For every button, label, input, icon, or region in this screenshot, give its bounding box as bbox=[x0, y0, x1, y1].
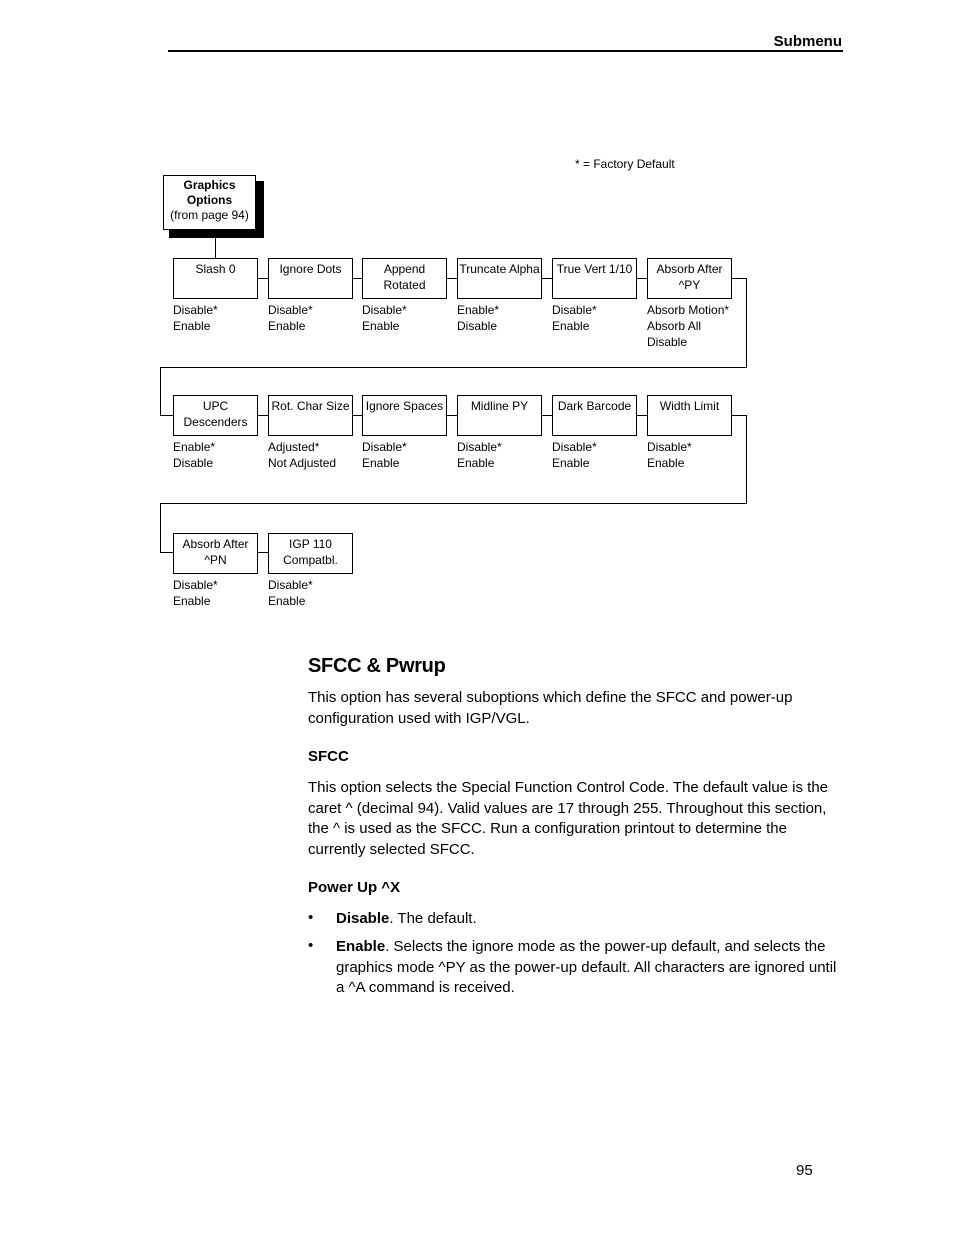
option-box bbox=[647, 258, 732, 299]
page-number: 95 bbox=[796, 1162, 813, 1179]
option-values bbox=[457, 439, 502, 471]
option-box bbox=[362, 258, 447, 299]
option-label: Append bbox=[383, 262, 426, 276]
option-label: Midline PY bbox=[470, 399, 529, 413]
option-value: Disable* bbox=[362, 440, 407, 454]
option-label: Compatbl. bbox=[283, 553, 338, 567]
option-value: Enable* bbox=[173, 440, 216, 454]
option-value: Enable bbox=[173, 594, 211, 608]
option-value: Disable* bbox=[552, 303, 597, 317]
option-values bbox=[552, 439, 597, 471]
header-title: Submenu bbox=[773, 33, 842, 50]
option-value: Absorb Motion* bbox=[647, 303, 730, 317]
option-value: Disable* bbox=[173, 303, 218, 317]
bullet-1-text: . The default. bbox=[389, 910, 477, 927]
option-value: Disable* bbox=[362, 303, 407, 317]
factory-default-legend: * = Factory Default bbox=[575, 157, 675, 171]
option-label: Dark Barcode bbox=[557, 399, 632, 413]
section-title: SFCC & Pwrup bbox=[308, 655, 446, 677]
option-values bbox=[362, 302, 407, 334]
bullet-1 bbox=[336, 909, 846, 930]
bullet-2-dot: • bbox=[308, 937, 314, 954]
powerup-heading: Power Up ^X bbox=[308, 879, 401, 896]
option-label: Rotated bbox=[383, 278, 426, 292]
option-values bbox=[268, 577, 313, 609]
section-intro: This option has several suboptions which define the SFCC and power-up configuration used with IGP/VGL. bbox=[308, 689, 793, 727]
option-label: Slash 0 bbox=[195, 262, 236, 276]
option-label: Ignore Spaces bbox=[365, 399, 444, 413]
option-value: Enable bbox=[362, 319, 400, 333]
option-box bbox=[173, 533, 258, 574]
option-label: ^PN bbox=[204, 553, 227, 567]
option-label: UPC bbox=[202, 399, 229, 413]
option-value: Disable* bbox=[173, 578, 218, 592]
option-label: Width Limit bbox=[659, 399, 720, 413]
option-value: Enable bbox=[552, 319, 590, 333]
option-value: Enable bbox=[268, 594, 306, 608]
option-value: Disable* bbox=[457, 440, 502, 454]
option-box bbox=[457, 258, 542, 299]
bullet-1-term: Disable bbox=[336, 910, 390, 927]
option-label: Descenders bbox=[183, 415, 248, 429]
option-value: Enable bbox=[362, 456, 400, 470]
option-value: Enable bbox=[173, 319, 211, 333]
option-values bbox=[268, 302, 313, 334]
bullet-2 bbox=[336, 937, 846, 999]
option-label: Absorb After bbox=[182, 537, 249, 551]
graphics-options-box bbox=[163, 175, 256, 230]
sfcc-text: This option selects the Special Function Control Code. The default value is the caret ^ (decimal 94). Valid values are 17 through 255. Throughout this section, the ^ is used as the SFCC. Run a configuration printout to determine the currently selected SFCC. bbox=[308, 779, 829, 858]
option-values bbox=[268, 439, 336, 471]
option-values bbox=[173, 302, 218, 334]
option-box bbox=[552, 395, 637, 436]
option-value: Not Adjusted bbox=[268, 456, 337, 470]
option-box bbox=[647, 395, 732, 436]
option-value: Enable bbox=[647, 456, 685, 470]
root-line2: Options bbox=[186, 193, 233, 207]
option-box bbox=[268, 533, 353, 574]
root-line1: Graphics bbox=[183, 178, 236, 192]
option-label: Absorb After bbox=[656, 262, 723, 276]
option-box bbox=[268, 395, 353, 436]
root-line3: (from page 94) bbox=[170, 208, 249, 222]
option-value: Disable bbox=[457, 319, 498, 333]
option-values bbox=[647, 302, 729, 350]
option-value: Enable bbox=[552, 456, 590, 470]
option-value: Disable* bbox=[552, 440, 597, 454]
option-box bbox=[457, 395, 542, 436]
option-value: Disable* bbox=[647, 440, 692, 454]
option-value: Enable* bbox=[457, 303, 500, 317]
option-value: Enable bbox=[457, 456, 495, 470]
option-value: Disable* bbox=[268, 303, 313, 317]
option-value: Disable bbox=[647, 335, 688, 349]
option-box bbox=[268, 258, 353, 299]
option-label: ^PY bbox=[678, 278, 701, 292]
bullet-2-term: Enable bbox=[336, 938, 386, 955]
option-box bbox=[552, 258, 637, 299]
option-values bbox=[552, 302, 597, 334]
option-label: True Vert 1/10 bbox=[556, 262, 633, 276]
option-box bbox=[173, 395, 258, 436]
option-label: Ignore Dots bbox=[279, 262, 342, 276]
option-value: Adjusted* bbox=[268, 440, 320, 454]
option-values bbox=[457, 302, 499, 334]
option-value: Disable* bbox=[268, 578, 313, 592]
option-label: IGP 110 bbox=[289, 537, 332, 551]
option-values bbox=[173, 439, 215, 471]
option-box bbox=[362, 395, 447, 436]
option-label: Rot. Char Size bbox=[271, 399, 350, 413]
bullet-1-dot: • bbox=[308, 909, 314, 926]
option-value: Enable bbox=[268, 319, 306, 333]
sfcc-heading: SFCC bbox=[308, 748, 349, 765]
option-value: Absorb All bbox=[647, 319, 702, 333]
option-values bbox=[173, 577, 218, 609]
option-label: Truncate Alpha bbox=[459, 262, 540, 276]
bullet-2-text: . Selects the ignore mode as the power-up default, and selects the graphics mode ^PY as the power-up default. All characters are ignored until a ^A command is received. bbox=[336, 938, 837, 996]
option-box bbox=[173, 258, 258, 299]
option-values bbox=[647, 439, 692, 471]
option-values bbox=[362, 439, 407, 471]
option-value: Disable bbox=[173, 456, 214, 470]
